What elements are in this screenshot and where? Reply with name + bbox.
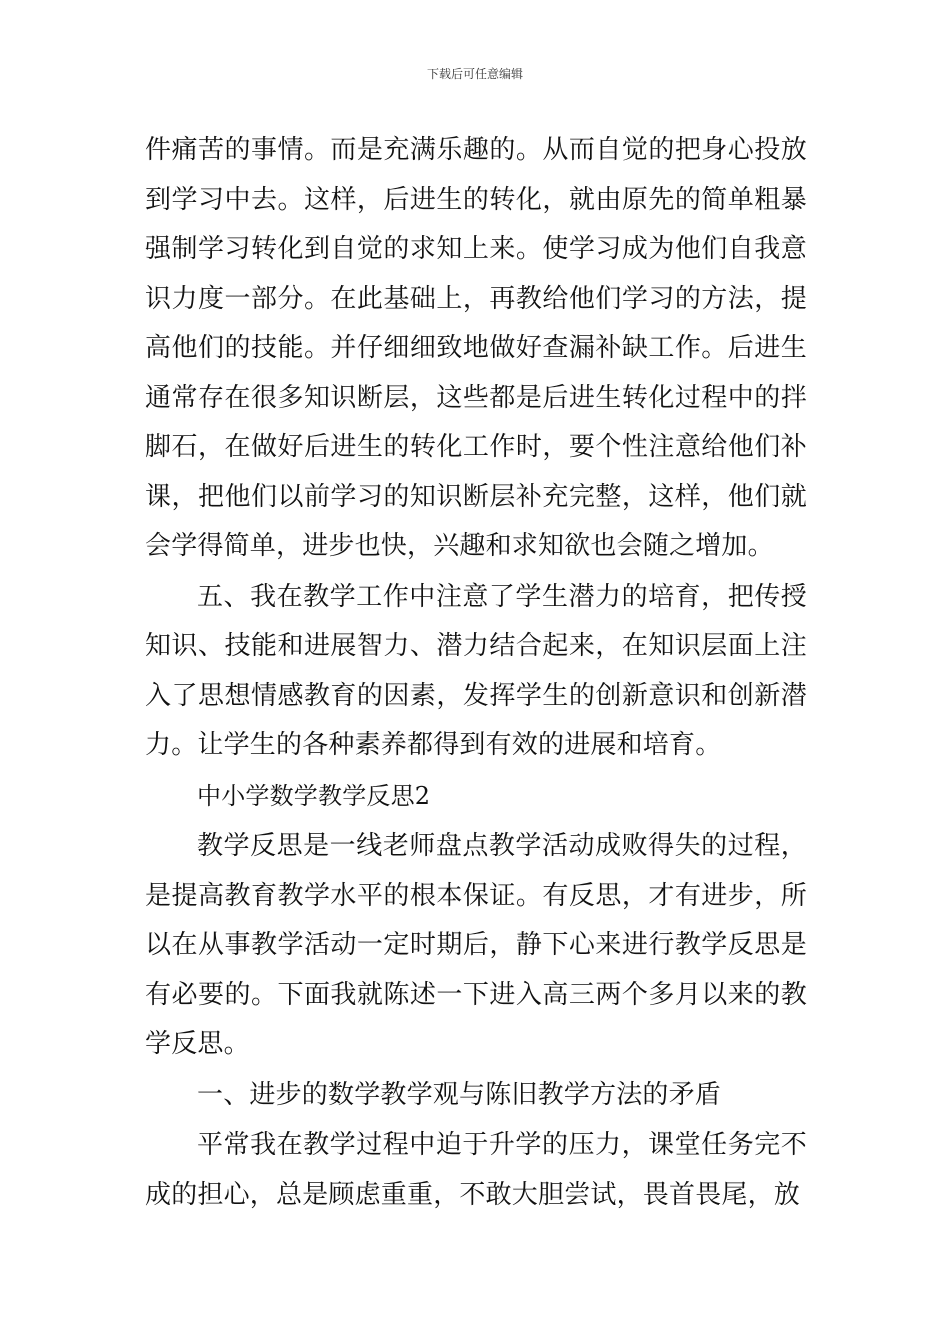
document-body [145, 126, 807, 1220]
paragraph-point-five: 五、我在教学工作中注意了学生潜力的培育，把传授知识、技能和进展智力、潜力结合起来，在知识层面上注入了思想情感教育的因素，发挥学生的创新意识和创新潜力。让学生的各种素养都得到有效的进展和培育。 [145, 581, 807, 760]
paragraph-intro: 教学反思是一线老师盘点教学活动成败得失的过程，是提高教育教学水平的根本保证。有反思，才有进步，所以在从事教学活动一定时期后，静下心来进行教学反思是有必要的。下面我就陈述一下进入高三两个多月以来的教学反思。 [145, 831, 807, 1059]
paragraph-continuation: 件痛苦的事情。而是充满乐趣的。从而自觉的把身心投放到学习中去。这样，后进生的转化，就由原先的简单粗暴强制学习转化到自觉的求知上来。使学习成为他们自我意识力度一部分。在此基础上，再教给他们学习的方法，提高他们的技能。并仔细细致地做好查漏补缺工作。后进生通常存在很多知识断层，这些都是后进生转化过程中的拌脚石，在做好后进生的转化工作时，要个性注意给他们补课，把他们以前学习的知识断层补充完整，这样，他们就会学得简单，进步也快，兴趣和求知欲也会随之增加。 [145, 135, 807, 561]
paragraph-body: 平常我在教学过程中迫于升学的压力，课堂任务完不成的担心，总是顾虑重重，不敢大胆尝试，畏首畏尾，放 [145, 1130, 807, 1210]
page-header: 下载后可任意编辑 [426, 67, 523, 81]
section-title: 中小学数学教学反思2 [197, 781, 431, 810]
subsection-heading: 一、进步的数学教学观与陈旧教学方法的矛盾 [197, 1079, 722, 1110]
